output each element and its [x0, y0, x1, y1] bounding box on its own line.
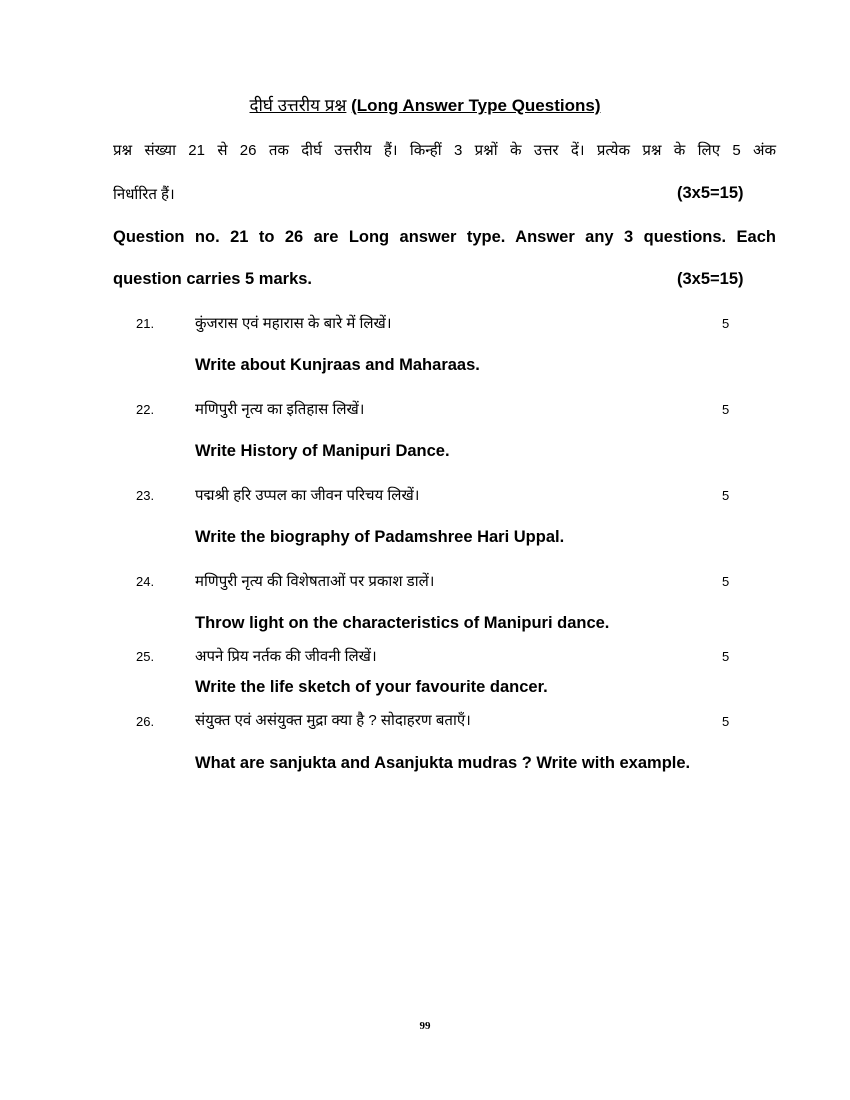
question-number: 24.: [136, 574, 155, 589]
question-number: 25.: [136, 649, 155, 664]
question-hindi: पद्मश्री हरि उप्पल का जीवन परिचय लिखें।: [195, 487, 420, 504]
instructions-hindi-line2: निर्धारित हैं।: [113, 186, 175, 203]
question-marks: 5: [722, 402, 730, 417]
question-number: 23.: [136, 488, 155, 503]
question-marks: 5: [722, 714, 730, 729]
question-number: 21.: [136, 316, 155, 331]
page-number: 99: [419, 1020, 431, 1032]
question-marks: 5: [722, 316, 730, 331]
question-number: 26.: [136, 714, 155, 729]
heading-hindi: दीर्घ उत्तरीय प्रश्न: [249, 96, 347, 115]
question-marks: 5: [722, 574, 730, 589]
question-hindi: कुंजरास एवं महारास के बारे में लिखें।: [195, 315, 392, 332]
instructions-english-line1: Question no. 21 to 26 are Long answer type. Answer any 3 questions. Each: [113, 228, 776, 246]
instructions-hindi-marks: (3x5=15): [677, 184, 744, 202]
question-english: Throw light on the characteristics of Manipuri dance.: [195, 614, 610, 632]
instructions-english-marks: (3x5=15): [677, 270, 744, 288]
question-hindi: मणिपुरी नृत्य का इतिहास लिखें।: [195, 401, 365, 418]
question-marks: 5: [722, 488, 730, 503]
question-hindi: संयुक्त एवं असंयुक्त मुद्रा क्या है ? सोदाहरण बताएँ।: [195, 712, 471, 729]
instructions-english-line2: question carries 5 marks.: [113, 270, 313, 288]
section-heading: [0, 93, 850, 116]
question-marks: 5: [722, 649, 730, 664]
question-english: What are sanjukta and Asanjukta mudras ? Write with example.: [195, 754, 691, 772]
question-english: Write the life sketch of your favourite dancer.: [195, 678, 548, 696]
question-english: Write about Kunjraas and Maharaas.: [195, 356, 480, 374]
heading-english: (Long Answer Type Questions): [351, 96, 601, 115]
question-number: 22.: [136, 402, 155, 417]
question-english: Write History of Manipuri Dance.: [195, 442, 450, 460]
question-hindi: अपने प्रिय नर्तक की जीवनी लिखें।: [195, 648, 377, 665]
instructions-hindi-line1: प्रश्न संख्या 21 से 26 तक दीर्घ उत्तरीय हैं। किन्हीं 3 प्रश्नों के उत्तर दें। प्रत्येक प्रश्न के लिए 5 अंक: [113, 142, 776, 159]
question-english: Write the biography of Padamshree Hari Uppal.: [195, 528, 565, 546]
question-hindi: मणिपुरी नृत्य की विशेषताओं पर प्रकाश डालें।: [195, 573, 435, 590]
